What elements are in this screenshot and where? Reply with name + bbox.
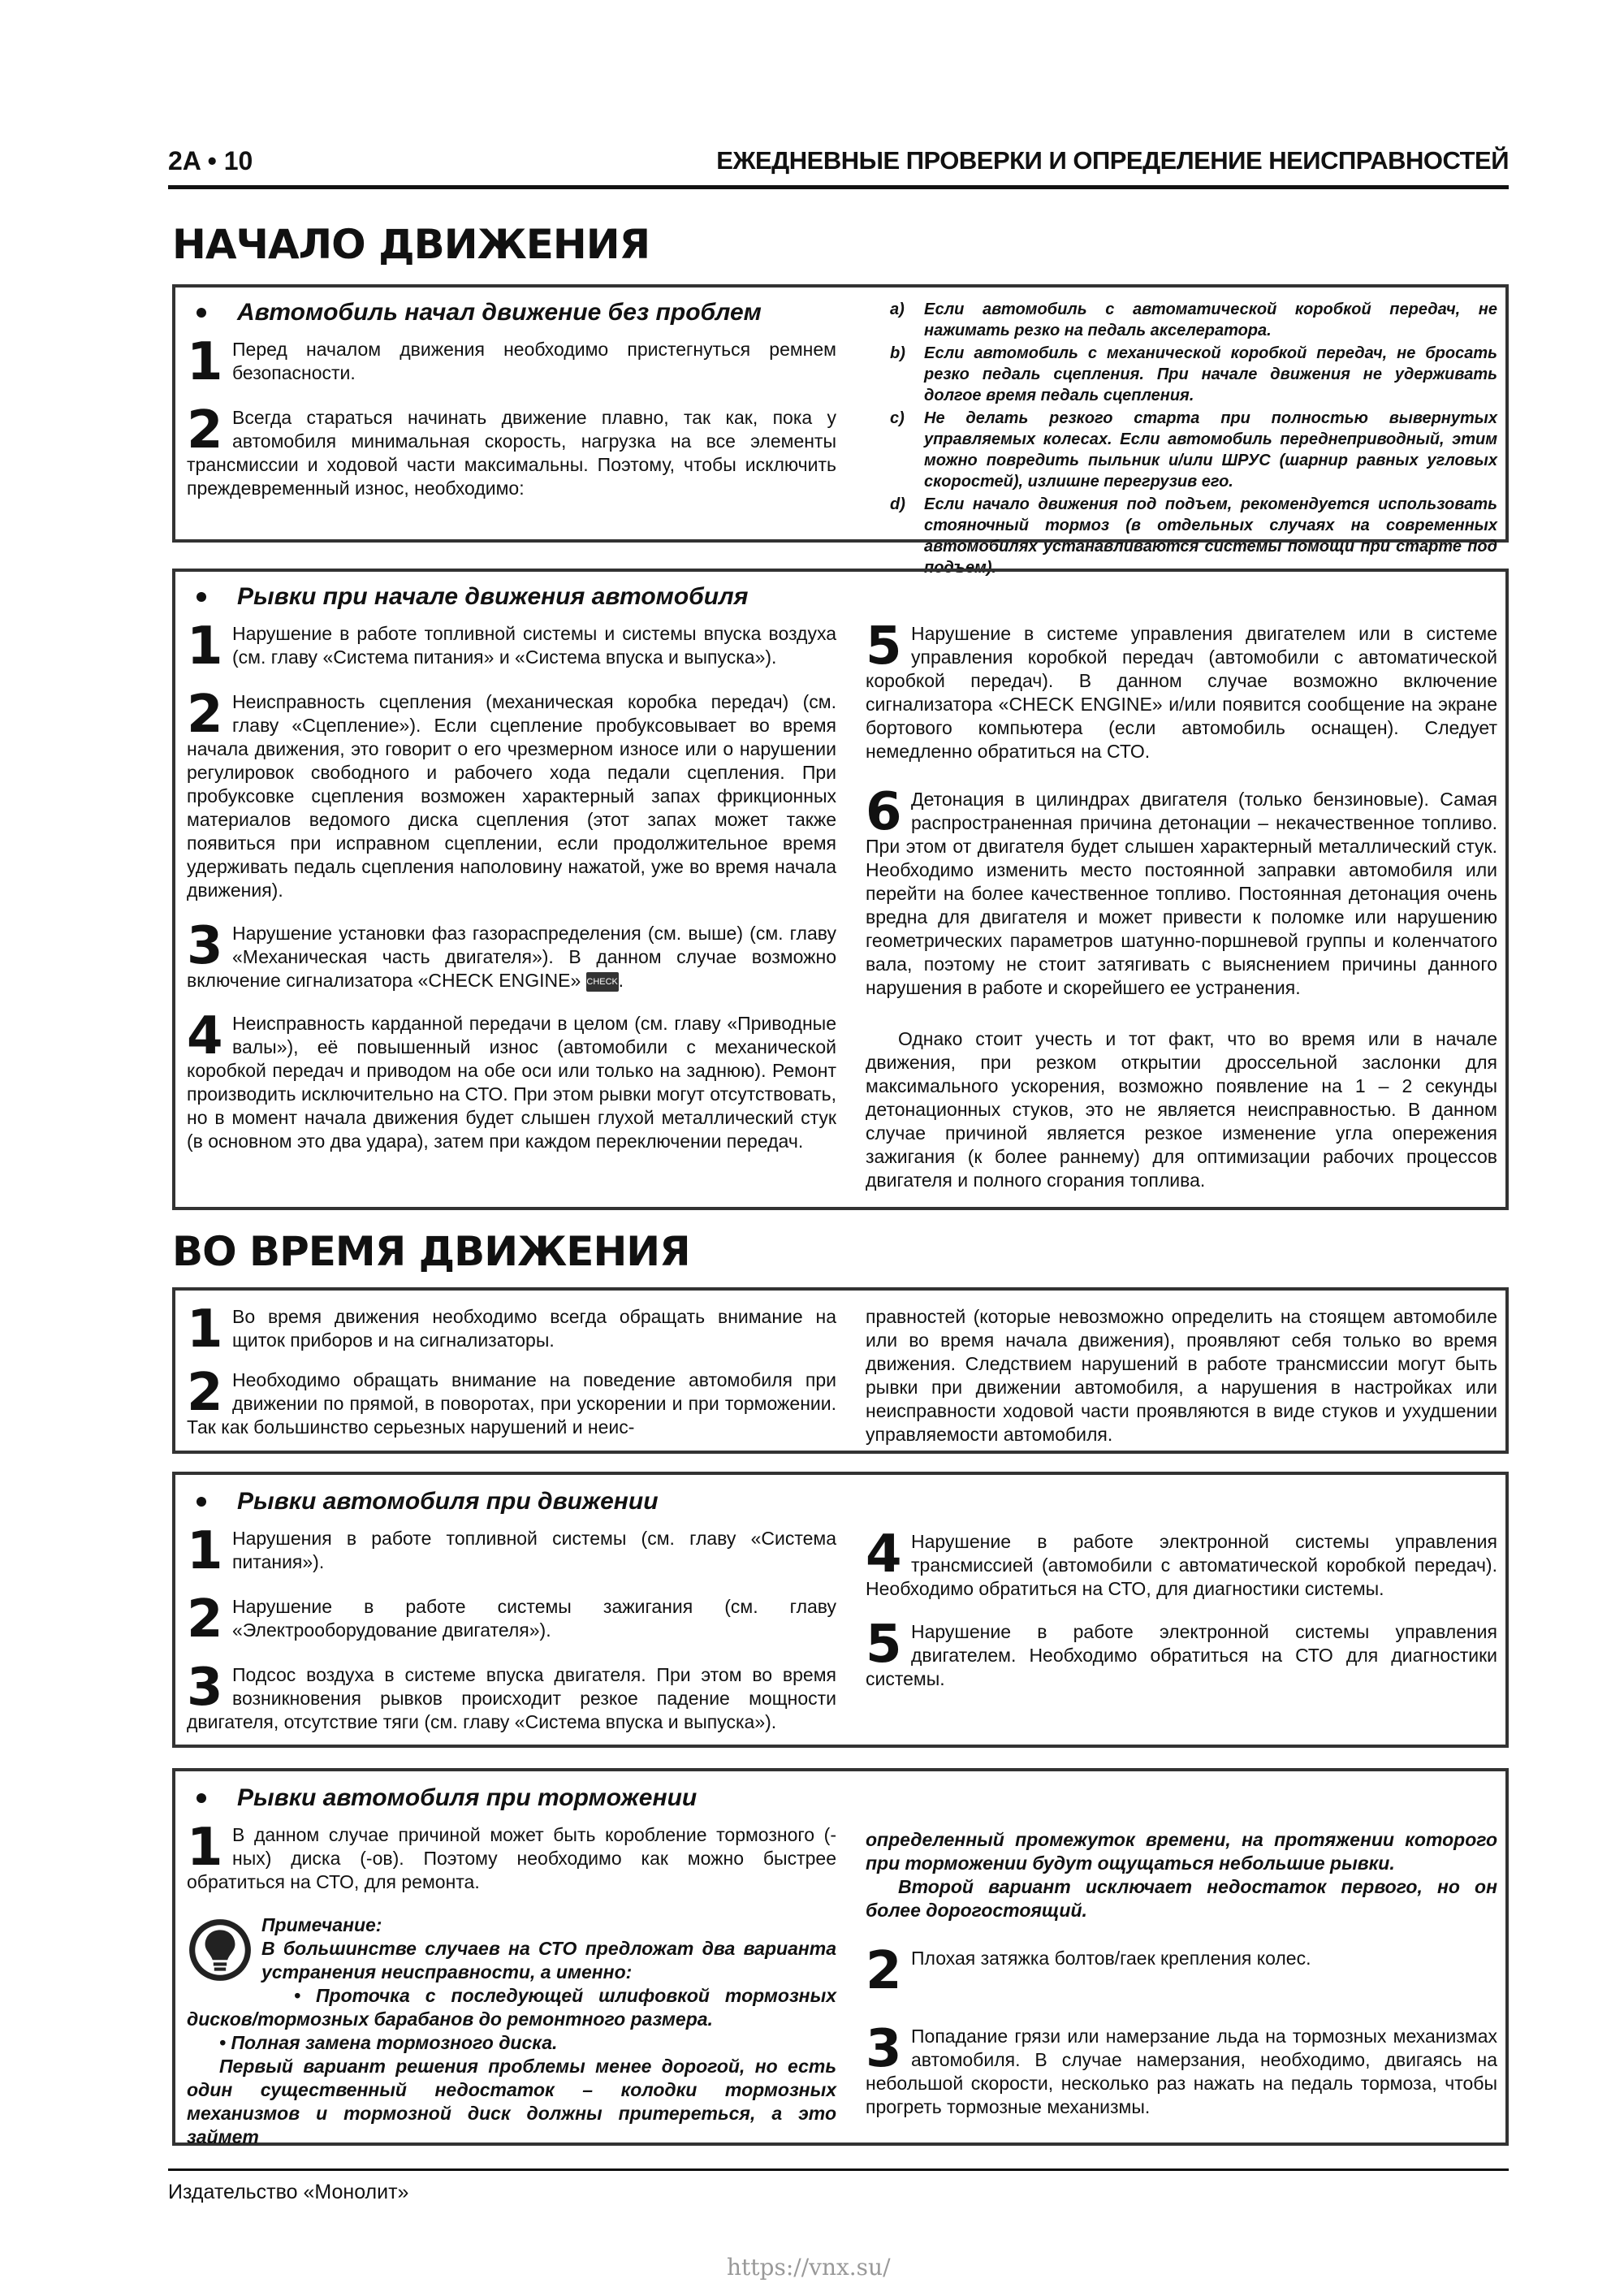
subhead: Рывки при начале движения автомобиля: [187, 583, 836, 611]
section-title-start: НАЧАЛО ДВИЖЕНИЯ: [172, 221, 650, 268]
list-item: 4 Нарушение в работе электронной системы управления трансмиссией (автомобили с автоматической коробкой передач). Необходимо обратиться на СТО, для диагностики системы.: [866, 1524, 1497, 1599]
note-bullet: • Полная замена тормозного диска.: [219, 2032, 558, 2053]
list-item: 4 Неисправность карданной передачи в целом (см. главу «Приводные валы»), её повышенный износ (автомобили с механической коробкой передач и приводом на обе оси или только на заднюю). Ремонт производить исключительно на СТО. При этом рывки могут отсутствовать, но в момент начала движения будет слышен глухой металлический стук (в основном это два удара), затем при каждом переключении передач.: [187, 1006, 836, 1152]
list-item: 1 Нарушения в работе топливной системы (см. главу «Система питания»).: [187, 1521, 836, 1581]
header-rule: [168, 185, 1509, 189]
box-braking-jerks: [172, 1768, 1509, 2146]
footer-rule: [168, 2168, 1509, 2171]
list-item: 1 В данном случае причиной может быть коробление тормозного (-ных) диска (-ов). Поэтому необходимо как можно быстрее обратиться на СТО, для ремонта.: [187, 1818, 836, 1892]
list-item: 3 Нарушение установки фаз газораспределения (см. выше) (см. главу «Механическая часть двигателя»). В данном случае возможно включение сигнализатора «CHECK ENGINE» CHECK.: [187, 916, 836, 991]
note-continuation: определенный промежуток времени, на протяжении которого при торможении будут ощущаться небольшие рывки.: [866, 1829, 1497, 1874]
note-title: Примечание:: [261, 1914, 382, 1935]
bullet-icon: [197, 308, 206, 318]
list-item: 1 Нарушение в работе топливной системы и системы впуска воздуха (см. главу «Система питания» и «Система впуска и выпуска»).: [187, 616, 836, 677]
list-item: 2 Нарушение в работе системы зажигания (см. главу «Электрооборудование двигателя»).: [187, 1589, 836, 1650]
list-item: 3 Подсос воздуха в системе впуска двигателя. При этом во время возникновения рывков происходит резкое падение мощности двигателя, отсутствие тяги (см. главу «Система впуска и выпуска»).: [187, 1658, 836, 1732]
note-intro: В большинстве случаев на СТО предложат два варианта устранения неисправности, а именно:: [261, 1938, 836, 1983]
publisher: Издательство «Монолит»: [168, 2181, 409, 2203]
bullet-icon: [197, 1497, 206, 1507]
list-item: 3 Попадание грязи или намерзание льда на тормозных механизмах автомобиля. В случае намерзания, необходимо, двигаясь на небольшой скорости, несколько раз нажать на педаль тормоза, чтобы прогреть тормозные механизмы.: [866, 2019, 1497, 2117]
list-item: 2 Неисправность сцепления (механическая коробка передач) (см. главу «Сцепление»). Если сцепление пробуксовывает во время начала движения, это говорит о его чрезмерном износе или о нарушении регулировок свободного и рабочего хода педали сцепления. При пробуксовке сцепления возможен характерный запах фрикционных материалов ведомого диска сцепления (этот запах может также появиться при исправном сцеплении, если продолжительное время удерживать педаль сцепления наполовину нажатой, уже во время начала движения).: [187, 685, 836, 901]
list-item: 5 Нарушение в работе электронной системы управления двигателем. Необходимо обратиться на СТО для диагностики системы.: [866, 1615, 1497, 1689]
watermark-url[interactable]: https://vnx.su/: [727, 2254, 891, 2281]
bullet-icon: [197, 1793, 206, 1803]
recommendations-list: [890, 299, 1497, 578]
list-item: 6 Детонация в цилиндрах двигателя (только бензиновые). Самая распространенная причина детонации – некачественное топливо. При этом от двигателя будет слышен характерный металлический стук. Необходимо изменить место постоянной заправки автомобиля или перейти на более качественное топливо. Постоянная детонация очень вредна для двигателя и может привести к поломке или нарушению геометрических параметров шатунно-поршневой группы и коленчатого вала, поэтому не стоит затягивать с выяснением причины данного нарушения в работе и скорейшего ее устранения.: [866, 782, 1497, 998]
list-item: 2 Плохая затяжка болтов/гаек крепления колес.: [866, 1941, 1311, 2001]
list-item: 1 Перед началом движения необходимо пристегнуться ремнем безопасности.: [187, 332, 836, 392]
subhead: Рывки автомобиля при движении: [187, 1488, 836, 1516]
list-item: 5 Нарушение в системе управления двигателем или в системе управления коробкой передач (автомобили с автоматической коробкой передач). В данном случае возможно включение сигнализатора «CHECK ENGINE» и/или появится сообщение на экране бортового компьютера (если автомобиль оснащен). Следует немедленно обратиться на СТО.: [866, 616, 1497, 762]
list-item: 2 Всегда стараться начинать движение плавно, так как, пока у автомобиля минимальная скорость, нагрузка на все элементы трансмиссии и ходовой части максимальны. Поэтому, чтобы исключить преждевременный износ, необходимо:: [187, 400, 836, 499]
closing-paragraph: Однако стоит учесть и тот факт, что во время или в начале движения, при резком открытии дроссельной заслонки для максимального ускорения, возможно появление на 1 – 2 секунды детонационных стуков, это не является неисправностью. В данном случае причиной является резкое изменение угла опережения зажигания (к более раннему) для оптимизации рабочих процессов двигателя и полного сгорания топлива.: [866, 1028, 1497, 1191]
chapter-title: ЕЖЕДНЕВНЫЕ ПРОВЕРКИ И ОПРЕДЕЛЕНИЕ НЕИСПРАВНОСТЕЙ: [716, 146, 1509, 175]
box-driving-jerks: [172, 1472, 1509, 1748]
box-driving-intro: [172, 1287, 1509, 1454]
note-bullet: • Проточка с последующей шлифовкой тормозных дисков/тормозных барабанов до ремонтного размера.: [187, 1985, 836, 2030]
list-item: a) Если автомобиль с автоматической коробкой передач, не нажимать резко на педаль акселератора.: [890, 301, 1497, 339]
note-continuation: Второй вариант исключает недостаток первого, но он более дорогостоящий.: [866, 1876, 1497, 1921]
continuation-paragraph: правностей (которые невозможно определить на стоящем автомобиле или во время начала движения), проявляют себя только во время движения. Следствием нарушений в работе трансмиссии могут быть рывки при движении автомобиля, а нарушения в настройках или неисправности ходовой части проявляются в виде стуков и ухудшении управляемости автомобиля.: [866, 1306, 1497, 1445]
lightbulb-note-icon: [187, 1917, 253, 1983]
check-engine-icon: CHECK: [586, 972, 619, 992]
list-item: d) Если начало движения под подъем, рекомендуется использовать стояночный тормоз (в отдельных случаях на современных автомобилях устанавливаются системы помощи при старте под подъем).: [890, 495, 1497, 577]
list-item: c) Не делать резкого старта при полностью вывернутых управляемых колесах. Если автомобиль переднеприводный, этим можно повредить пыльник и/или ШРУС (шарнир равных угловых скоростей), излишне перегрузив его.: [890, 409, 1497, 491]
box-start-jerks: [172, 569, 1509, 1210]
subhead: Рывки автомобиля при торможении: [187, 1784, 836, 1812]
note-block: [187, 1913, 836, 2149]
list-item: b) Если автомобиль с механической коробкой передач, не бросать резко педаль сцепления. При начале движения не удерживать долгое время педаль сцепления.: [890, 344, 1497, 404]
bullet-icon: [197, 592, 206, 602]
box-start-ok: [172, 284, 1509, 577]
note-body: Первый вариант решения проблемы менее дорогой, но есть один существенный недостаток – колодки тормозных механизмов и тормозной диск должны притереться, а это займет: [187, 2056, 836, 2147]
list-item: 2 Необходимо обращать внимание на поведение автомобиля при движении по прямой, в поворотах, при ускорении и при торможении. Так как большинство серьезных нарушений и неис-: [187, 1363, 836, 1438]
list-item: 1 Во время движения необходимо всегда обращать внимание на щиток приборов и на сигнализаторы.: [187, 1299, 836, 1360]
section-title-driving: ВО ВРЕМЯ ДВИЖЕНИЯ: [172, 1228, 690, 1275]
subhead: Автомобиль начал движение без проблем: [187, 299, 836, 326]
page-number: 2A • 10: [168, 146, 253, 175]
